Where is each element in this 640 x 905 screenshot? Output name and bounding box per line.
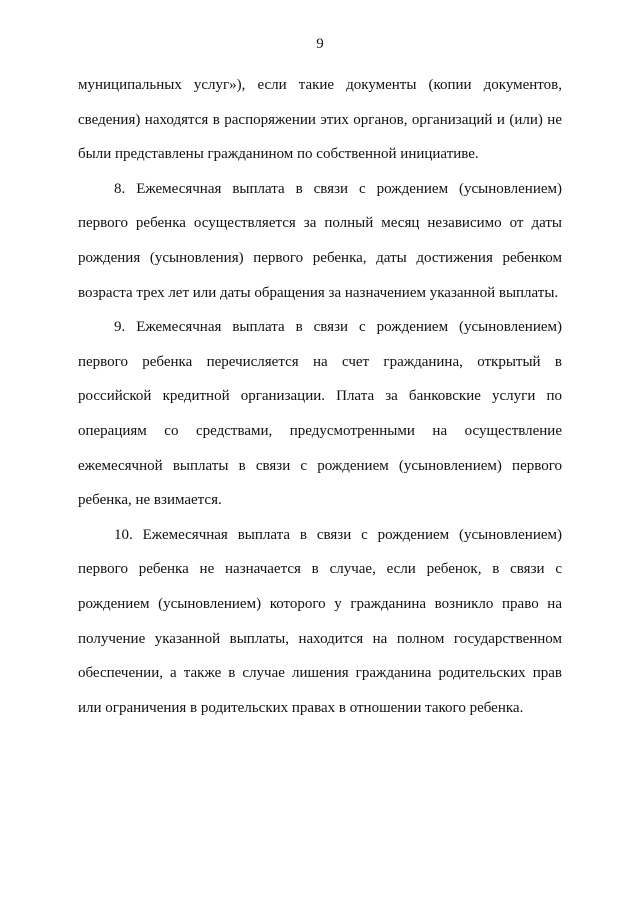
paragraph-item-8: 8. Ежемесячная выплата в связи с рождением (усыновлением) первого ребенка осуществляется за полный месяц независимо от даты рождения (усыновления) первого ребенка, даты достижения ребенком возраста трех лет или даты обращения за назначением указанной выплаты. [78, 180, 562, 301]
document-body [78, 68, 562, 725]
paragraph-item-9: 9. Ежемесячная выплата в связи с рождением (усыновлением) первого ребенка перечисляется на счет гражданина, открытый в российской кредитной организации. Плата за банковские услуги по операциям со средствами, предусмотренными на осуществление ежемесячной выплаты в связи с рождением (усыновлением) первого ребенка, не взимается. [78, 319, 562, 509]
paragraph-continuation: муниципальных услуг»), если такие документы (копии документов, сведения) находятся в распоряжении этих органов, организаций и (или) не были представлены гражданином по собственной инициативе. [78, 77, 562, 163]
page-number: 9 [316, 36, 324, 52]
paragraph-item-10: 10. Ежемесячная выплата в связи с рождением (усыновлением) первого ребенка не назначается в случае, если ребенок, в связи с рождением (усыновлением) которого у гражданина возникло право на получение указанной выплаты, находится на полном государственном обеспечении, а также в случае лишения гражданина родительских прав или ограничения в родительских правах в отношении такого ребенка. [78, 526, 562, 716]
